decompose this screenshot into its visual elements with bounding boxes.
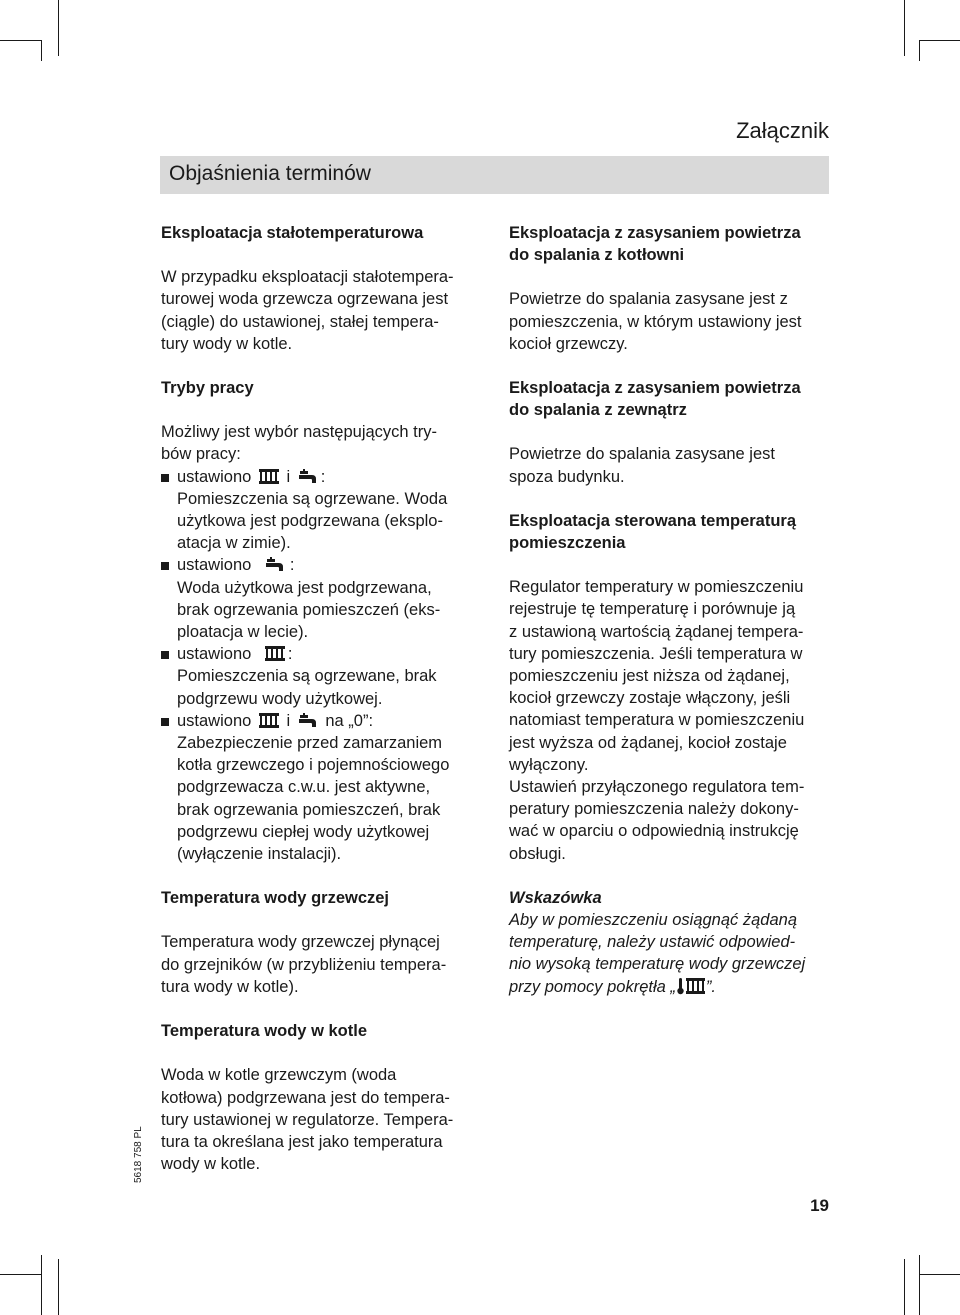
operating-modes-heading: Tryby pracy xyxy=(161,379,254,398)
boiler-water-temp-text xyxy=(161,1064,483,1175)
text-line: ploatacja w lecie). xyxy=(177,623,309,642)
heating-water-temp-text xyxy=(161,931,483,998)
section-title: Objaśnienia terminów xyxy=(169,162,371,185)
crop-mark xyxy=(904,0,905,56)
mode-bullet-heating-only xyxy=(161,643,483,710)
text-line: atacja w zimie). xyxy=(177,534,291,553)
text-line: tury wody w kotle. xyxy=(161,334,293,353)
left-column xyxy=(161,222,483,1175)
heading-line: do spalania z zewnątrz xyxy=(509,401,687,420)
heading-line: Eksploatacja z zasysaniem powietrza xyxy=(509,224,801,242)
crop-mark xyxy=(919,1274,960,1275)
room-temp-control-heading xyxy=(509,510,831,554)
page-number: 19 xyxy=(810,1196,829,1215)
text-line: Regulator temperatury w pomieszczeniu xyxy=(509,578,804,597)
constant-temperature-text xyxy=(161,266,483,355)
text-line: brak ogrzewania pomieszczeń (eks- xyxy=(177,600,441,619)
constant-temperature-heading: Eksploatacja stałotemperaturowa xyxy=(161,224,424,242)
text-line: Temperatura wody grzewczej płynącej xyxy=(161,933,440,952)
crop-mark xyxy=(919,40,960,41)
crop-mark xyxy=(0,40,41,41)
heading-line: do spalania z kotłowni xyxy=(509,246,685,265)
indoor-air-heading xyxy=(509,222,831,266)
text-line: do grzejników (w przybliżeniu tempera- xyxy=(161,955,447,974)
operating-modes-intro xyxy=(161,421,483,465)
text-line: nio wysoką temperaturę wody grzewczej xyxy=(509,955,806,974)
text-line: kotła grzewczego i pojemnościowego xyxy=(177,756,450,775)
right-column xyxy=(509,222,831,998)
crop-mark xyxy=(919,40,920,61)
text-line: brak ogrzewania pomieszczeń, brak xyxy=(177,800,441,819)
text-line: przy pomocy pokrętła „ xyxy=(509,977,676,996)
heating-water-temp-heading: Temperatura wody grzewczej xyxy=(161,889,390,908)
note-text xyxy=(509,909,831,998)
text-line: peratury pomieszczenia należy dokony- xyxy=(509,800,799,819)
bullet-square xyxy=(161,474,169,482)
crop-mark xyxy=(58,0,59,56)
text-line: rejestruje tę temperaturę i porównuje ją xyxy=(509,600,796,619)
room-temp-control-text xyxy=(509,576,831,865)
bullet-connector: i xyxy=(286,711,291,730)
outdoor-air-heading xyxy=(509,377,831,421)
mode-bullet-dhw-only xyxy=(161,554,483,643)
text-line: tura ta określana jest jako temperatura xyxy=(161,1132,443,1151)
indoor-air-text xyxy=(509,288,831,355)
bullet-suffix: na „0”: xyxy=(325,711,374,730)
outdoor-air-text xyxy=(509,443,831,487)
bullet-label: ustawiono xyxy=(177,556,252,575)
text-line: Aby w pomieszczeniu osiągnąć żądaną xyxy=(509,911,798,930)
mode-bullet-heating-and-dhw xyxy=(161,466,483,555)
heading-line: pomieszczenia xyxy=(509,534,626,553)
text-line: Woda użytkowa jest podgrzewana, xyxy=(177,578,432,597)
text-line: (wyłączenie instalacji). xyxy=(177,845,342,864)
boiler-water-temp-heading: Temperatura wody w kotle xyxy=(161,1022,367,1041)
tap-icon xyxy=(297,713,319,729)
text-line: podgrzewu ciepłej wody użytkowej xyxy=(177,822,430,841)
note-heading: Wskazówka xyxy=(509,888,602,907)
crop-mark xyxy=(58,1259,59,1315)
section-title-bar xyxy=(160,156,829,194)
bullet-colon: : xyxy=(287,645,293,664)
radiator-icon xyxy=(264,645,286,662)
text-line: wać w oparciu o odpowiednią instrukcję xyxy=(509,822,799,841)
bullet-colon: : xyxy=(289,556,295,575)
text-line: pomieszczeniu jest niższa od żądanej, xyxy=(509,667,790,686)
bullet-connector: i xyxy=(286,467,291,486)
text-line: Pomieszczenia są ogrzewane. Woda xyxy=(177,489,448,508)
text-line: kotłowa) podgrzewana jest do tempera- xyxy=(161,1088,450,1107)
tap-icon xyxy=(262,557,288,573)
text-line: podgrzewu wody użytkowej. xyxy=(177,689,383,708)
heading-line: Eksploatacja sterowana temperaturą xyxy=(509,511,797,530)
text-line: Powietrze do spalania zasysane jest z xyxy=(509,290,788,309)
text-line: użytkowa jest podgrzewana (eksplo- xyxy=(177,512,443,531)
mode-bullet-standby xyxy=(161,710,483,865)
crop-mark xyxy=(0,1274,41,1275)
text-line: Powietrze do spalania zasysane jest xyxy=(509,445,775,464)
text-line: temperaturę, należy ustawić odpowied- xyxy=(509,933,796,952)
text-line: tury ustawionej w regulatorze. Tempera- xyxy=(161,1110,454,1129)
bullet-label: ustawiono xyxy=(177,711,252,730)
page-header-title: Załącznik xyxy=(736,118,829,143)
tap-icon xyxy=(297,469,319,485)
text-line: pomieszczenia, w którym ustawiony jest xyxy=(509,312,802,331)
text-line: kocioł grzewczy. xyxy=(509,334,628,353)
bullet-square xyxy=(161,651,169,659)
bullet-square xyxy=(161,718,169,726)
crop-mark xyxy=(919,1255,920,1315)
text-line: z ustawioną wartością żądanej tempera- xyxy=(509,622,804,641)
bullet-label: ustawiono xyxy=(177,467,252,486)
text-line: Woda w kotle grzewczym (woda xyxy=(161,1066,397,1085)
text-line: Możliwy jest wybór następujących try- xyxy=(161,423,438,442)
thermometer-radiator-icon xyxy=(676,977,706,995)
text-line: kocioł grzewczy zostaje włączony, jeśli xyxy=(509,689,791,708)
radiator-icon xyxy=(258,468,280,485)
text-line: obsługi. xyxy=(509,844,566,863)
text-line: W przypadku eksploatacji stałotempera- xyxy=(161,268,454,287)
bullet-colon: : xyxy=(320,467,326,486)
text-line: podgrzewacza c.w.u. jest aktywne, xyxy=(177,778,431,797)
text-line: bów pracy: xyxy=(161,445,241,464)
text-line: jest wyższa od żądanej, kocioł zostaje xyxy=(509,733,787,752)
text-line: Ustawień przyłączonego regulatora tem- xyxy=(509,778,805,797)
bullet-square xyxy=(161,562,169,570)
text-line: wyłączony. xyxy=(509,755,589,774)
text-line: spoza budynku. xyxy=(509,467,625,486)
radiator-icon xyxy=(258,712,280,729)
text-line: wody w kotle. xyxy=(161,1155,261,1174)
text-line: tura wody w kotle). xyxy=(161,977,299,996)
text-line: natomiast temperatura w pomieszczeniu xyxy=(509,711,805,730)
bullet-label: ustawiono xyxy=(177,645,252,664)
crop-mark xyxy=(904,1259,905,1315)
crop-mark xyxy=(41,1255,42,1315)
heading-line: Eksploatacja z zasysaniem powietrza xyxy=(509,379,801,398)
text-line: Zabezpieczenie przed zamarzaniem xyxy=(177,734,443,753)
text-line: Pomieszczenia są ogrzewane, brak xyxy=(177,667,437,686)
text-line: (ciągle) do ustawionej, stałej tempera- xyxy=(161,312,439,331)
text-line: tury pomieszczenia. Jeśli temperatura w xyxy=(509,644,803,663)
document-code: 5618 758 PL xyxy=(133,1126,144,1183)
text-line: ”. xyxy=(705,977,716,996)
text-line: turowej woda grzewcza ogrzewana jest xyxy=(161,290,449,309)
crop-mark xyxy=(41,40,42,61)
